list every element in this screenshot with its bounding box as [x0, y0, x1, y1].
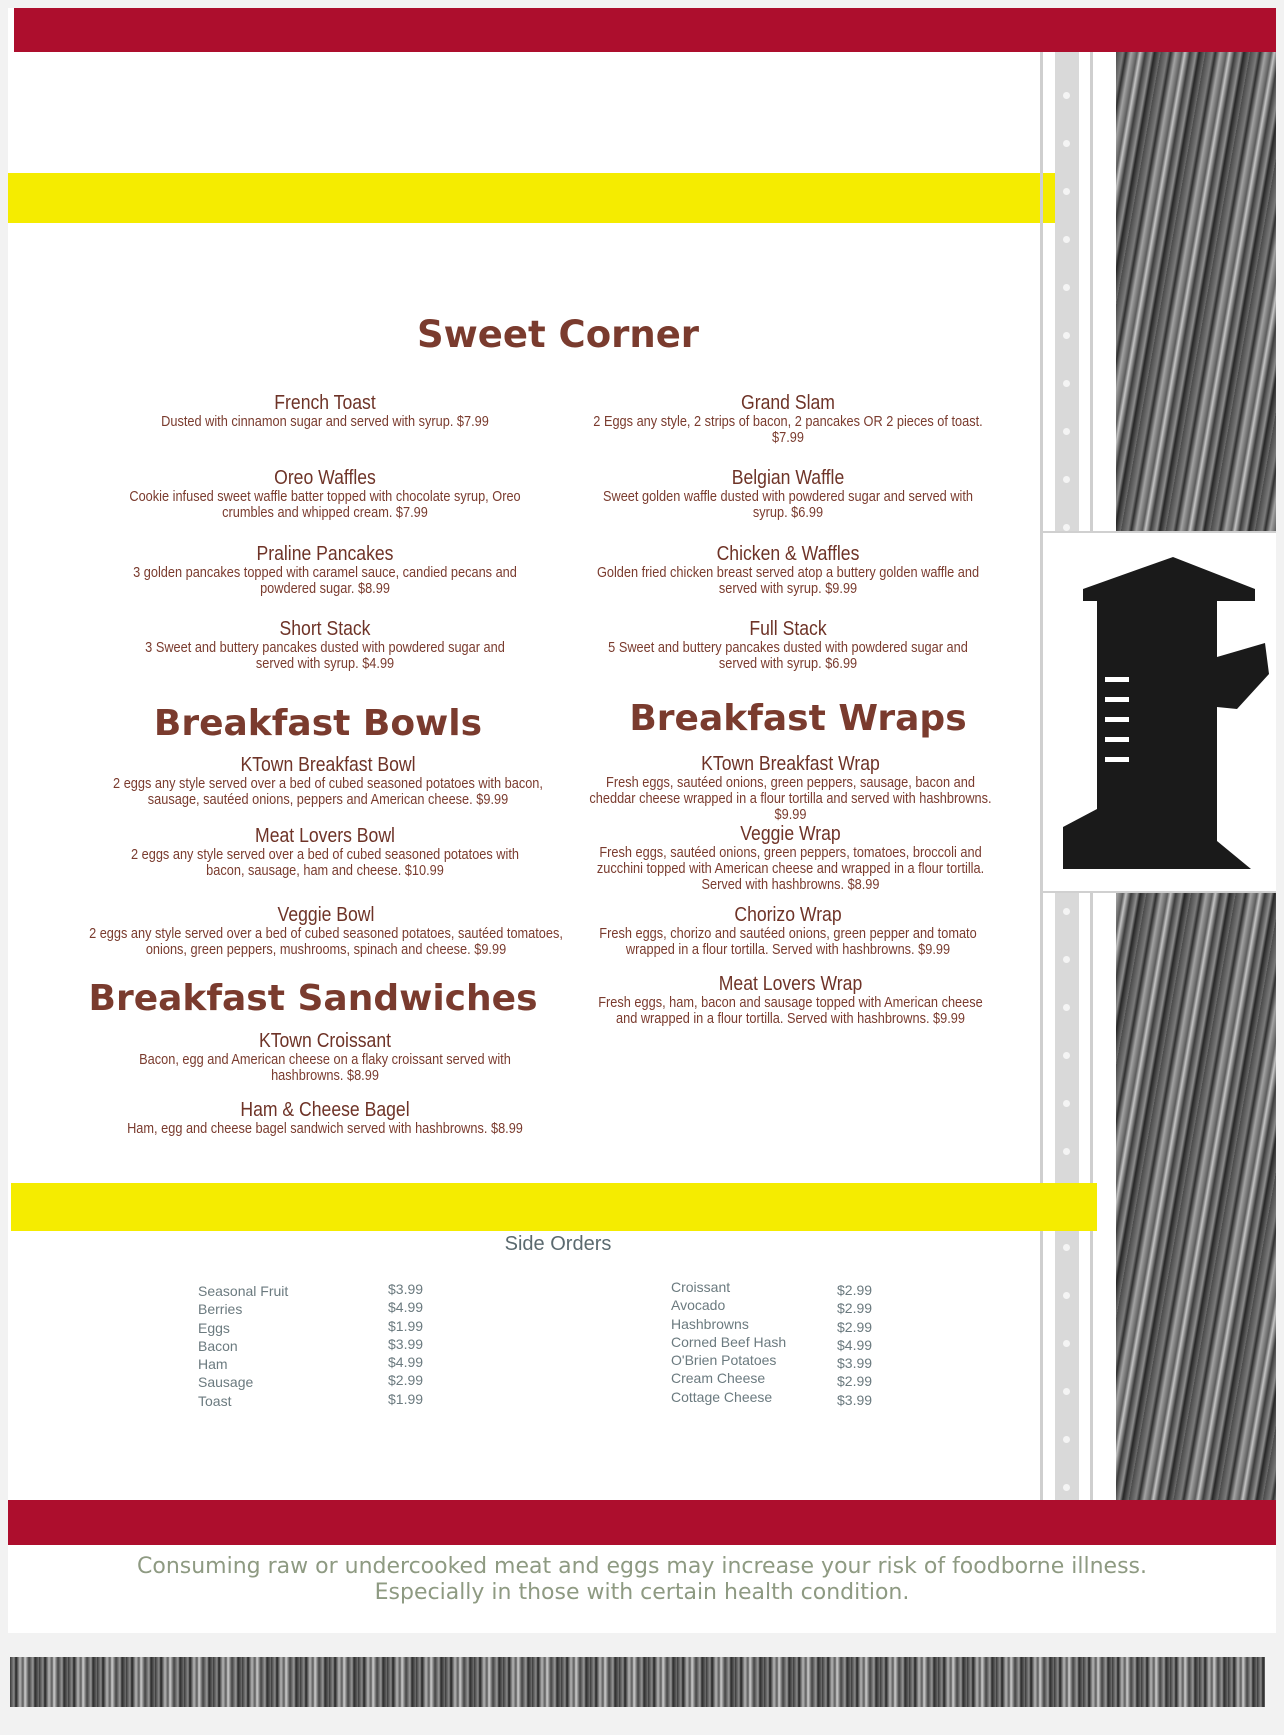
menu-item: [100, 467, 550, 521]
item-description: Cookie infused sweet waffle batter topped with chocolate syrup, Oreo crumbles and whipped cream. $7.99: [129, 489, 521, 521]
decor-bottom-stripes: [10, 1657, 1276, 1707]
item-name: Full Stack: [749, 618, 827, 640]
side-orders-left-prices: $3.99 $4.99 $1.99 $3.99 $4.99 $2.99 $1.99: [388, 1281, 424, 1407]
rail-dot: [1063, 1340, 1070, 1347]
item-description: Sweet golden waffle dusted with powdered sugar and served with syrup. $6.99: [602, 489, 974, 521]
item-name: Ham & Cheese Bagel: [240, 1099, 410, 1121]
rail-dot: [1063, 1484, 1070, 1491]
item-name: KTown Breakfast Bowl: [240, 754, 416, 776]
item-name: Meat Lovers Wrap: [718, 973, 863, 995]
rail-dot: [1063, 188, 1070, 195]
rail-dot: [1063, 236, 1070, 243]
section-heading-breakfast-wraps: Breakfast Wraps: [629, 698, 967, 739]
item-description: 3 golden pancakes topped with caramel sauce, candied pecans and powdered sugar. $8.99: [133, 565, 517, 597]
item-description: 5 Sweet and buttery pancakes dusted with powdered sugar and served with syrup. $6.99: [608, 640, 968, 672]
rail-dot: [1063, 428, 1070, 435]
item-name: Chorizo Wrap: [734, 904, 842, 926]
menu-item: [563, 973, 1018, 1027]
item-description: Dusted with cinnamon sugar and served with syrup. $7.99: [161, 414, 489, 430]
upper-yellow-band: [8, 173, 1076, 223]
menu-item: [563, 618, 1013, 672]
rail-dot: [1063, 956, 1070, 963]
menu-item: [100, 618, 550, 672]
item-name: KTown Croissant: [258, 1030, 392, 1052]
rail-dot: [1063, 1052, 1070, 1059]
item-name: Meat Lovers Bowl: [255, 825, 395, 847]
disclaimer-line: Consuming raw or undercooked meat and eggs may increase your risk of foodborne illness.: [137, 1554, 1147, 1579]
menu-item: [100, 1099, 550, 1137]
item-description: 2 Eggs any style, 2 strips of bacon, 2 pancakes OR 2 pieces of toast. $7.99: [593, 414, 983, 446]
item-description: Bacon, egg and American cheese on a flaky croissant served with hashbrowns. $8.99: [139, 1052, 511, 1084]
item-description: 2 eggs any style served over a bed of cubed seasoned potatoes with bacon, sausage, ham and cheese. $10.99: [130, 847, 520, 879]
health-disclaimer: [38, 1554, 1246, 1606]
item-description: 2 eggs any style served over a bed of cubed seasoned potatoes, sautéed tomatoes, onions, green peppers, mushrooms, spinach and cheese. $9.99: [89, 926, 563, 958]
menu-item: [100, 543, 550, 597]
rail-dot: [1063, 284, 1070, 291]
lower-yellow-band: [11, 1183, 1097, 1231]
menu-page: [8, 8, 1276, 1633]
rail-dot: [1063, 1436, 1070, 1443]
rail-dot: [1063, 1244, 1070, 1251]
rail-dot: [1063, 1004, 1070, 1011]
item-description: Fresh eggs, sautéed onions, green peppers, sausage, bacon and cheddar cheese wrapped in a flour tortilla and served with hashbrowns. $9.99: [589, 775, 992, 823]
logo-card: [1041, 531, 1276, 893]
section-heading-sweet-corner: Sweet Corner: [416, 313, 700, 356]
item-name: Short Stack: [279, 618, 371, 640]
menu-item: [563, 392, 1013, 446]
menu-item: [553, 753, 1028, 823]
rail-dot: [1063, 1148, 1070, 1155]
item-description: 3 Sweet and buttery pancakes dusted with powdered sugar and served with syrup. $4.99: [145, 640, 505, 672]
item-name: Grand Slam: [741, 392, 835, 414]
item-name: Praline Pancakes: [256, 543, 394, 565]
side-orders-title: Side Orders: [504, 1233, 612, 1255]
rail-dot: [1063, 140, 1070, 147]
rail-dot: [1063, 908, 1070, 915]
side-orders-right-names: Croissant Avocado Hashbrowns Corned Beef Hash O'Brien Potatoes Cream Cheese Cottage Cheese: [671, 1279, 787, 1405]
rail-dot: [1063, 380, 1070, 387]
lighthouse-icon: [1055, 549, 1275, 879]
item-name: Veggie Bowl: [277, 904, 375, 926]
item-name: Chicken & Waffles: [716, 543, 860, 565]
item-description: Golden fried chicken breast served atop a buttery golden waffle and served with syrup. $9.99: [596, 565, 980, 597]
item-name: French Toast: [274, 392, 376, 414]
menu-item: [100, 825, 550, 879]
item-description: 2 eggs any style served over a bed of cubed seasoned potatoes with bacon, sausage, sautéed onions, peppers and American cheese. $9.99: [113, 776, 543, 808]
item-description: Fresh eggs, sautéed onions, green peppers, tomatoes, broccoli and zucchini topped with American cheese and wrapped in a flour tortilla. Served with hashbrowns. $8.99: [596, 845, 985, 893]
menu-item: [83, 754, 573, 808]
item-description: Fresh eggs, ham, bacon and sausage topped with American cheese and wrapped in a flour tortilla. Served with hashbrowns. $9.99: [598, 995, 983, 1027]
side-orders-left-names: Seasonal Fruit Berries Eggs Bacon Ham Sausage Toast: [198, 1283, 289, 1409]
top-red-band: [14, 8, 1276, 52]
item-name: KTown Breakfast Wrap: [701, 753, 880, 775]
side-orders-right-prices: $2.99 $2.99 $2.99 $4.99 $3.99 $2.99 $3.99: [837, 1282, 873, 1408]
item-name: Oreo Waffles: [274, 467, 376, 489]
rail-dot: [1063, 1388, 1070, 1395]
rail-dot: [1063, 92, 1070, 99]
menu-item: [56, 904, 596, 958]
bottom-red-band: [8, 1500, 1276, 1545]
section-heading-breakfast-bowls: Breakfast Bowls: [153, 703, 483, 744]
menu-item: [110, 1030, 540, 1084]
menu-item: [563, 467, 1013, 521]
rail-dot: [1063, 1292, 1070, 1299]
menu-item: [553, 543, 1023, 597]
disclaimer-line: Especially in those with certain health condition.: [374, 1580, 910, 1605]
section-heading-breakfast-sandwiches: Breakfast Sandwiches: [88, 978, 538, 1019]
rail-dot: [1063, 524, 1070, 531]
rail-dot: [1063, 1100, 1070, 1107]
menu-item: [553, 904, 1023, 958]
decor-bottom-cap: [1265, 1657, 1276, 1707]
item-description: Ham, egg and cheese bagel sandwich served with hashbrowns. $8.99: [127, 1121, 523, 1137]
rail-dot: [1063, 476, 1070, 483]
item-name: Belgian Waffle: [731, 467, 845, 489]
item-name: Veggie Wrap: [740, 823, 841, 845]
menu-item: [100, 392, 550, 430]
menu-item: [563, 823, 1018, 893]
item-description: Fresh eggs, chorizo and sautéed onions, green pepper and tomato wrapped in a flour tortilla. Served with hashbrowns. $9.99: [599, 926, 977, 958]
rail-dot: [1063, 332, 1070, 339]
